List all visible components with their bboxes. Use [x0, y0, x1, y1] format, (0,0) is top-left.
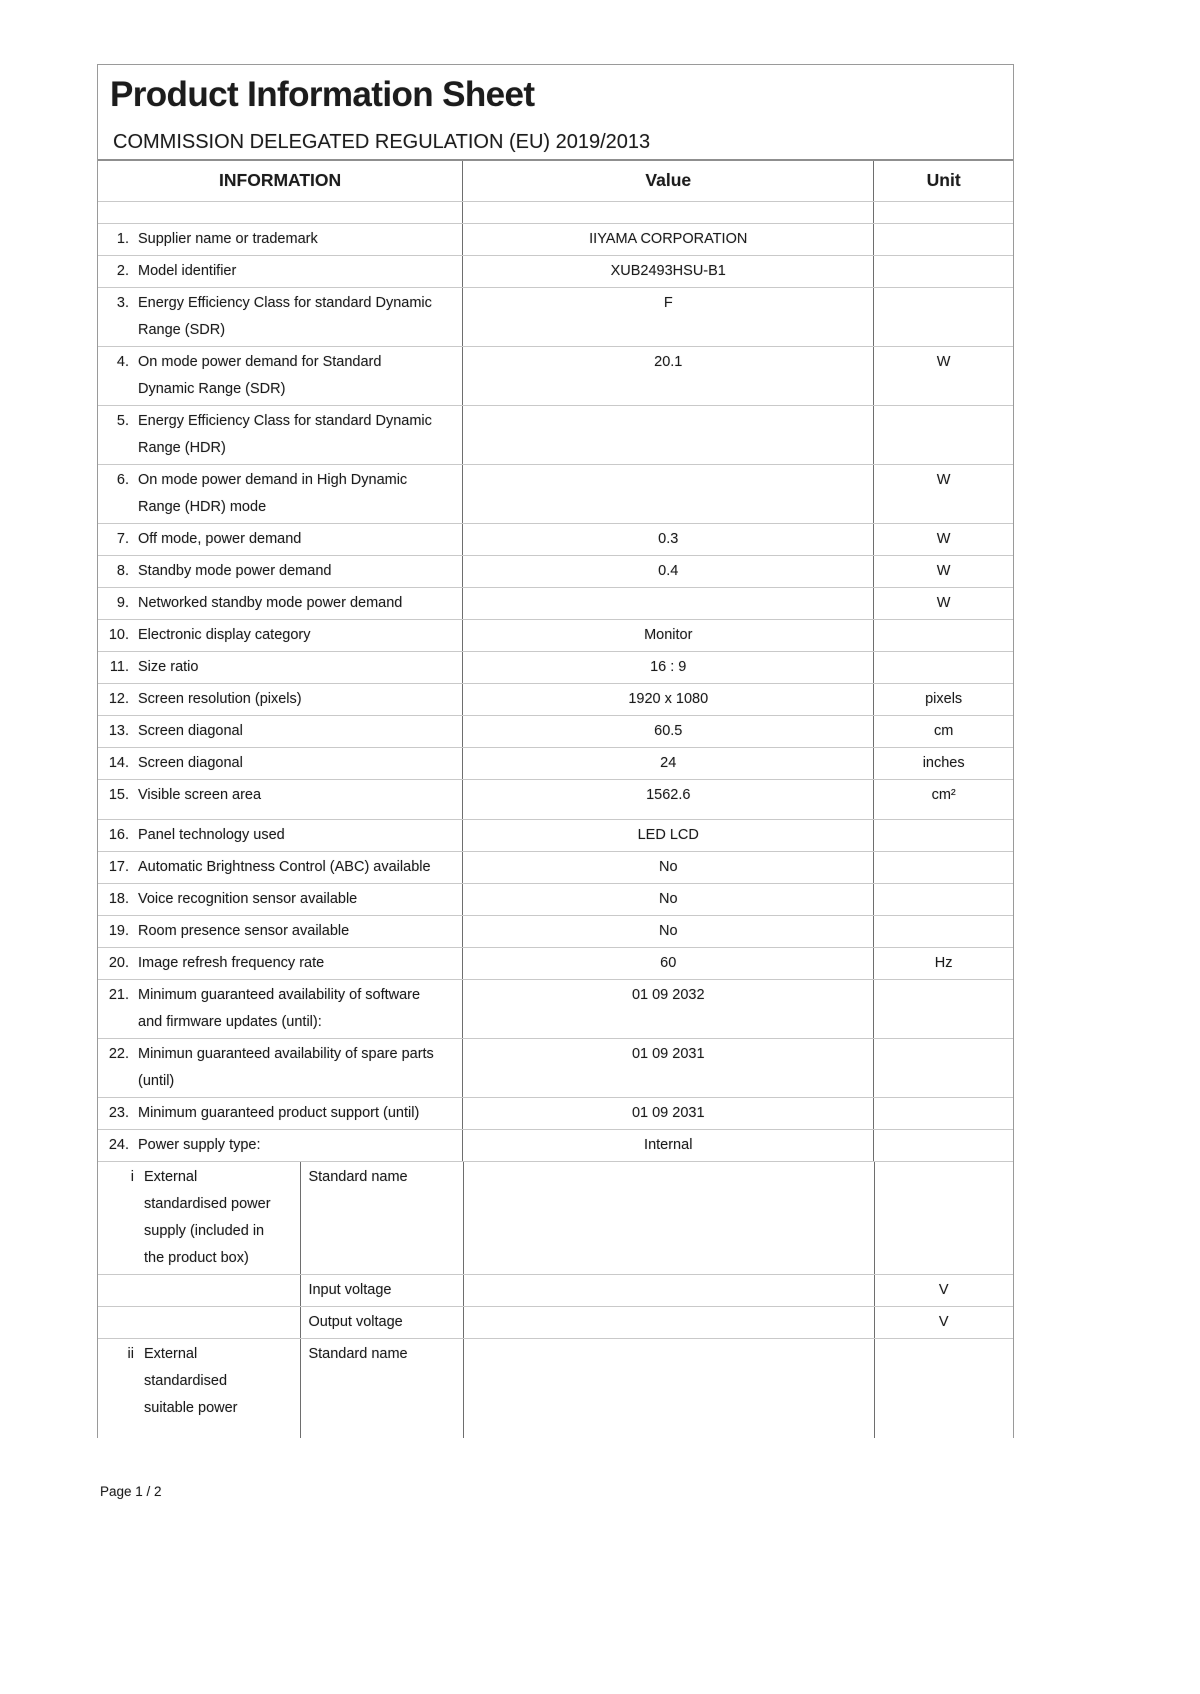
- row-unit: W: [936, 595, 951, 612]
- row-unit: [874, 1039, 1013, 1097]
- row-number: 11.: [109, 659, 129, 676]
- row-unit: [874, 884, 1013, 915]
- row-number: 22.: [108, 1046, 129, 1063]
- row-unit: W: [936, 563, 951, 580]
- subrow-field-label: Standard name: [300, 1339, 463, 1438]
- table-subrow: [98, 1161, 1013, 1274]
- subrow-label: [144, 1309, 276, 1336]
- subrow-number: [98, 1309, 144, 1336]
- row-label: Visible screen area: [138, 787, 262, 804]
- row-number: 10.: [108, 627, 129, 644]
- row-number: 12.: [108, 691, 129, 708]
- row-unit: [874, 224, 1013, 255]
- row-value: No: [463, 852, 874, 883]
- row-value: 0.4: [463, 556, 874, 587]
- row-number: 16.: [108, 827, 129, 844]
- table-row: [98, 851, 1013, 883]
- row-unit: [874, 980, 1013, 1038]
- row-unit: Hz: [934, 955, 953, 972]
- row-number: 7.: [116, 531, 129, 548]
- table-row: [98, 223, 1013, 255]
- row-label: Minimun guaranteed availability of spare parts (until): [138, 1046, 434, 1090]
- row-value: 01 09 2031: [463, 1098, 874, 1129]
- row-value: 24: [463, 748, 874, 779]
- header-value: Value: [463, 161, 874, 201]
- header-information: INFORMATION: [98, 161, 463, 201]
- subrow-number: [98, 1277, 144, 1304]
- row-label: On mode power demand for Standard Dynamic Range (SDR): [138, 354, 382, 398]
- row-label: Screen diagonal: [138, 755, 243, 772]
- row-number: 17.: [108, 859, 129, 876]
- row-unit: [875, 1339, 1014, 1438]
- row-label: On mode power demand in High Dynamic Range (HDR) mode: [138, 472, 408, 516]
- row-label: Power supply type:: [138, 1137, 261, 1154]
- row-unit: [874, 820, 1013, 851]
- table-row: [98, 651, 1013, 683]
- page-footer: Page 1 / 2: [100, 1484, 162, 1499]
- row-value: [464, 1307, 875, 1338]
- table-row: [98, 979, 1013, 1038]
- row-number: 15.: [108, 787, 129, 804]
- row-value: [463, 588, 874, 619]
- row-label: Screen diagonal: [138, 723, 243, 740]
- row-unit: [874, 406, 1013, 464]
- row-value: [463, 465, 874, 523]
- row-number: 18.: [108, 891, 129, 908]
- row-label: Energy Efficiency Class for standard Dynamic Range (SDR): [138, 295, 432, 339]
- table-row: [98, 915, 1013, 947]
- product-information-sheet: [97, 64, 1014, 1438]
- row-value: F: [463, 288, 874, 346]
- row-number: 13.: [108, 723, 129, 740]
- row-value: No: [463, 916, 874, 947]
- row-label: Minimum guaranteed product support (until): [138, 1105, 420, 1122]
- row-unit: [874, 1130, 1013, 1161]
- row-number: 4.: [116, 354, 129, 371]
- spec-table: [98, 159, 1013, 1438]
- subrow-field-label: Standard name: [300, 1162, 463, 1274]
- header-unit: Unit: [926, 170, 961, 191]
- row-value: [464, 1275, 875, 1306]
- row-value: XUB2493HSU-B1: [463, 256, 874, 287]
- row-label: Room presence sensor available: [138, 923, 350, 940]
- row-unit: cm: [933, 723, 954, 740]
- row-unit: [874, 288, 1013, 346]
- subrow-field-label: Input voltage: [300, 1275, 463, 1306]
- row-unit: pixels: [925, 691, 963, 708]
- table-row: [98, 1097, 1013, 1129]
- table-row: [98, 287, 1013, 346]
- regulation-subtitle: COMMISSION DELEGATED REGULATION (EU) 2019/2013: [113, 131, 651, 154]
- page-title: Product Information Sheet: [110, 75, 535, 114]
- row-number: 19.: [108, 923, 129, 940]
- row-number: 20.: [108, 955, 129, 972]
- row-label: Image refresh frequency rate: [138, 955, 325, 972]
- row-label: Minimum guaranteed availability of software and firmware updates (until):: [138, 987, 421, 1031]
- spacer-row: [98, 201, 1013, 223]
- table-header-row: [98, 161, 1013, 201]
- table-row: [98, 683, 1013, 715]
- row-unit: V: [938, 1282, 949, 1299]
- row-number: 24.: [108, 1137, 129, 1154]
- row-label: Model identifier: [138, 263, 237, 280]
- table-row: [98, 947, 1013, 979]
- row-value: LED LCD: [463, 820, 874, 851]
- row-number: 1.: [116, 231, 129, 248]
- row-number: 3.: [116, 295, 129, 312]
- table-row: [98, 587, 1013, 619]
- row-value: 20.1: [463, 347, 874, 405]
- row-unit: [874, 620, 1013, 651]
- row-label: Energy Efficiency Class for standard Dynamic Range (HDR): [138, 413, 432, 457]
- row-unit: [875, 1162, 1014, 1274]
- table-row: [98, 405, 1013, 464]
- table-row: [98, 523, 1013, 555]
- row-label: Panel technology used: [138, 827, 285, 844]
- row-value: Internal: [463, 1130, 874, 1161]
- row-unit: [874, 652, 1013, 683]
- row-value: [464, 1339, 875, 1438]
- table-row: [98, 555, 1013, 587]
- subrow-number: ii: [127, 1346, 134, 1363]
- table-subrow: [98, 1306, 1013, 1338]
- table-row: [98, 747, 1013, 779]
- table-row: [98, 619, 1013, 651]
- row-number: 23.: [108, 1105, 129, 1122]
- row-label: Electronic display category: [138, 627, 311, 644]
- row-label: Size ratio: [138, 659, 199, 676]
- table-subrow: [98, 1338, 1013, 1438]
- table-row: [98, 819, 1013, 851]
- row-label: Supplier name or trademark: [138, 231, 318, 248]
- row-number: 2.: [116, 263, 129, 280]
- row-number: 9.: [116, 595, 129, 612]
- row-label: Voice recognition sensor available: [138, 891, 358, 908]
- row-label: Networked standby mode power demand: [138, 595, 403, 612]
- row-unit: W: [936, 472, 951, 489]
- row-label: Off mode, power demand: [138, 531, 302, 548]
- subrow-label: [144, 1277, 276, 1304]
- row-unit: cm²: [931, 787, 956, 804]
- row-value: No: [463, 884, 874, 915]
- row-unit: [874, 256, 1013, 287]
- table-row: [98, 255, 1013, 287]
- table-row: [98, 1038, 1013, 1097]
- table-row: [98, 464, 1013, 523]
- row-unit: V: [938, 1314, 949, 1331]
- subrow-field-label: Output voltage: [300, 1307, 463, 1338]
- table-row: [98, 1129, 1013, 1161]
- row-value: [464, 1162, 875, 1274]
- row-number: 5.: [116, 413, 129, 430]
- row-unit: W: [936, 354, 951, 371]
- table-subrow: [98, 1274, 1013, 1306]
- row-value: 0.3: [463, 524, 874, 555]
- subrow-label: External standardised suitable power: [144, 1346, 238, 1417]
- row-value: 01 09 2031: [463, 1039, 874, 1097]
- row-number: 6.: [116, 472, 129, 489]
- row-value: 01 09 2032: [463, 980, 874, 1038]
- table-row: [98, 883, 1013, 915]
- subrow-number: i: [130, 1169, 134, 1186]
- row-value: 1562.6: [463, 780, 874, 819]
- row-value: [463, 406, 874, 464]
- row-unit: inches: [922, 755, 965, 772]
- row-label: Screen resolution (pixels): [138, 691, 302, 708]
- row-number: 8.: [116, 563, 129, 580]
- row-value: 1920 x 1080: [463, 684, 874, 715]
- row-label: Automatic Brightness Control (ABC) available: [138, 859, 431, 876]
- row-label: Standby mode power demand: [138, 563, 332, 580]
- row-value: IIYAMA CORPORATION: [463, 224, 874, 255]
- subrow-label: External standardised power supply (included in the product box): [144, 1169, 271, 1267]
- table-row: [98, 715, 1013, 747]
- row-number: 14.: [108, 755, 129, 772]
- row-value: 16 : 9: [463, 652, 874, 683]
- table-row: [98, 346, 1013, 405]
- table-row: [98, 779, 1013, 819]
- row-number: 21.: [108, 987, 129, 1004]
- row-value: 60.5: [463, 716, 874, 747]
- row-unit: [874, 852, 1013, 883]
- row-value: 60: [463, 948, 874, 979]
- row-unit: W: [936, 531, 951, 548]
- row-unit: [874, 1098, 1013, 1129]
- row-unit: [874, 916, 1013, 947]
- row-value: Monitor: [463, 620, 874, 651]
